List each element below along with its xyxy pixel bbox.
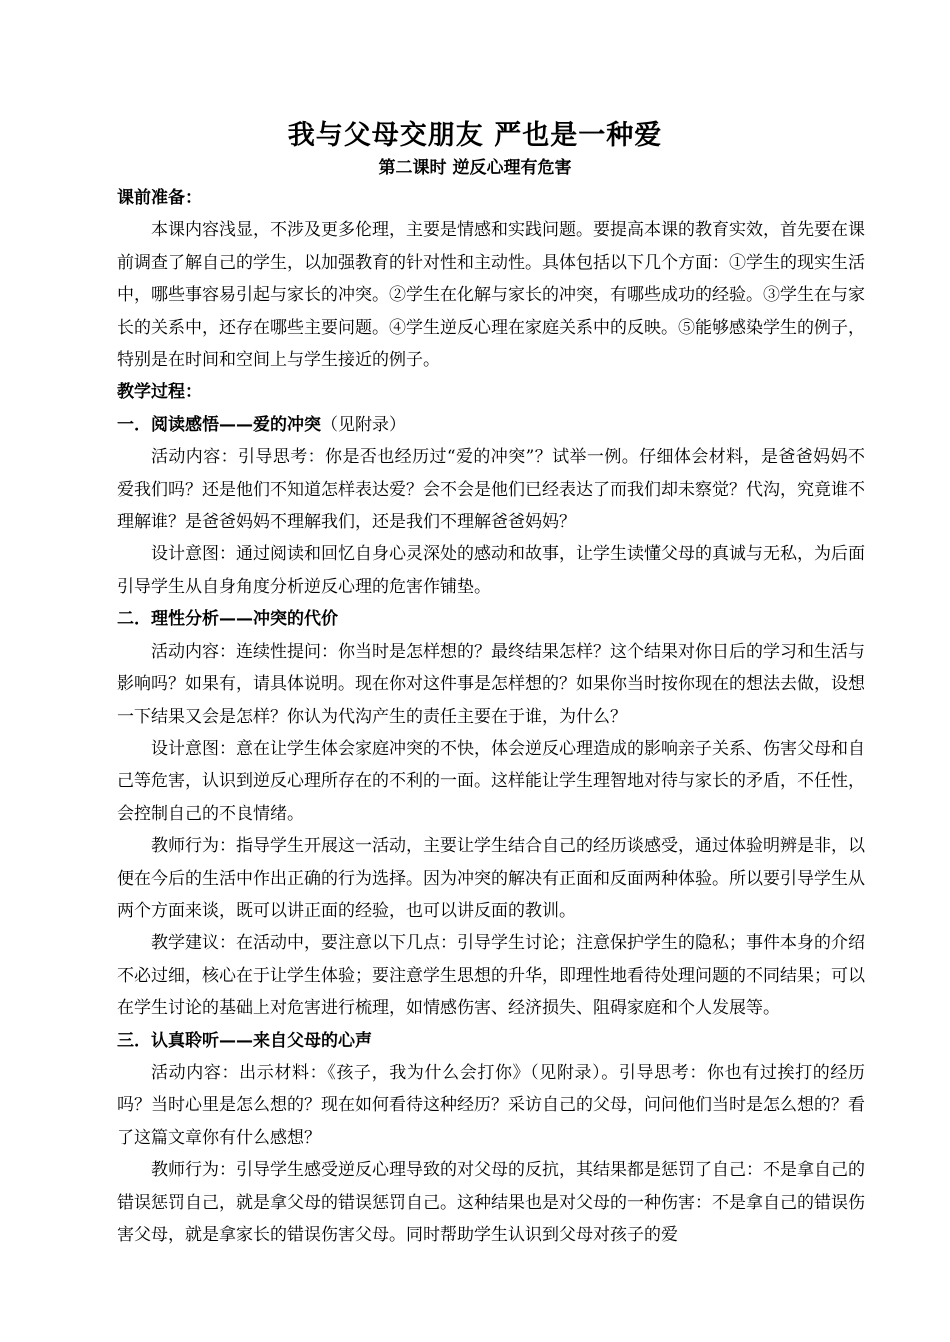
section1-heading-text: 一．阅读感悟——爱的冲突	[117, 414, 321, 435]
section3-teacher: 教师行为：引导学生感受逆反心理导致的对父母的反抗，其结果都是惩罚了自己：不是拿自己的错误惩罚自己，就是拿父母的错误惩罚自己。这种结果也是对父母的一种伤害：不是拿自己的错误伤害父母，就是拿家长的错误伤害父母。同时帮助学生认识到父母对孩子的爱	[117, 1160, 865, 1245]
document-body	[117, 182, 865, 1251]
process-heading: 教学过程：	[117, 382, 202, 403]
section3-heading: 三．认真聆听——来自父母的心声	[117, 1030, 372, 1051]
section3-activity: 活动内容：出示材料：《孩子，我为什么会打你》（见附录）。引导思考：你也有过挨打的经历吗？当时心里是怎么想的？现在如何看待这种经历？采访自己的父母，问问他们当时是怎么想的？看了这篇文章你有什么感想？	[117, 1062, 865, 1148]
section2-activity: 活动内容：连续性提问：你当时是怎样想的？最终结果怎样？这个结果对你日后的学习和生活与影响吗？如果有，请具体说明。现在你对这件事是怎样想的？如果你当时按你现在的想法去做，设想一下结果又会是怎样？你认为代沟产生的责任主要在于谁，为什么？	[117, 641, 865, 727]
document-title: 我与父母交朋友 严也是一种爱	[287, 120, 663, 151]
section2-design: 设计意图：意在让学生体会家庭冲突的不快，体会逆反心理造成的影响亲子关系、伤害父母和自己等危害，认识到逆反心理所存在的不利的一面。这样能让学生理智地对待与家长的矛盾，不任性，会控制自己的不良情绪。	[117, 738, 865, 824]
section1-activity: 活动内容：引导思考：你是否也经历过“爱的冲突”？试举一例。仔细体会材料，是爸爸妈妈不爱我们吗？还是他们不知道怎样表达爱？会不会是他们已经表达了而我们却未察觉？代沟，究竟谁不理解谁？是爸爸妈妈不理解我们，还是我们不理解爸爸妈妈？	[117, 447, 865, 533]
section1-design: 设计意图：通过阅读和回忆自身心灵深处的感动和故事，让学生读懂父母的真诚与无私，为后面引导学生从自身角度分析逆反心理的危害作铺垫。	[117, 544, 865, 597]
section1-heading-note: （见附录）	[321, 414, 406, 435]
section2-advice: 教学建议：在活动中，要注意以下几点：引导学生讨论；注意保护学生的隐私；事件本身的介绍不必过细，核心在于让学生体验；要注意学生思想的升华，即理性地看待处理问题的不同结果；可以在学生讨论的基础上对危害进行梳理，如情感伤害、经济损失、阻碍家庭和个人发展等。	[117, 933, 865, 1019]
section2-heading: 二．理性分析——冲突的代价	[117, 609, 338, 630]
prep-heading: 课前准备：	[117, 188, 202, 208]
section1-heading	[117, 409, 865, 441]
section2-teacher: 教师行为：指导学生开展这一活动，主要让学生结合自己的经历谈感受，通过体验明辨是非，以便在今后的生活中作出正确的行为选择。因为冲突的解决有正面和反面两种体验。所以要引导学生从两个方面来谈，既可以讲正面的经验，也可以讲反面的教训。	[117, 836, 865, 921]
prep-paragraph: 本课内容浅显，不涉及更多伦理，主要是情感和实践问题。要提高本课的教育实效，首先要在课前调查了解自己的学生，以加强教育的针对性和主动性。具体包括以下几个方面：①学生的现实生活中，哪些事容易引起与家长的冲突。②学生在化解与家长的冲突，有哪些成功的经验。③学生在与家长的关系中，还存在哪些主要问题。④学生逆反心理在家庭关系中的反映。⑤能够感染学生的例子，特别是在时间和空间上与学生接近的例子。	[117, 220, 865, 371]
document-subtitle: 第二课时 逆反心理有危害	[378, 158, 572, 178]
